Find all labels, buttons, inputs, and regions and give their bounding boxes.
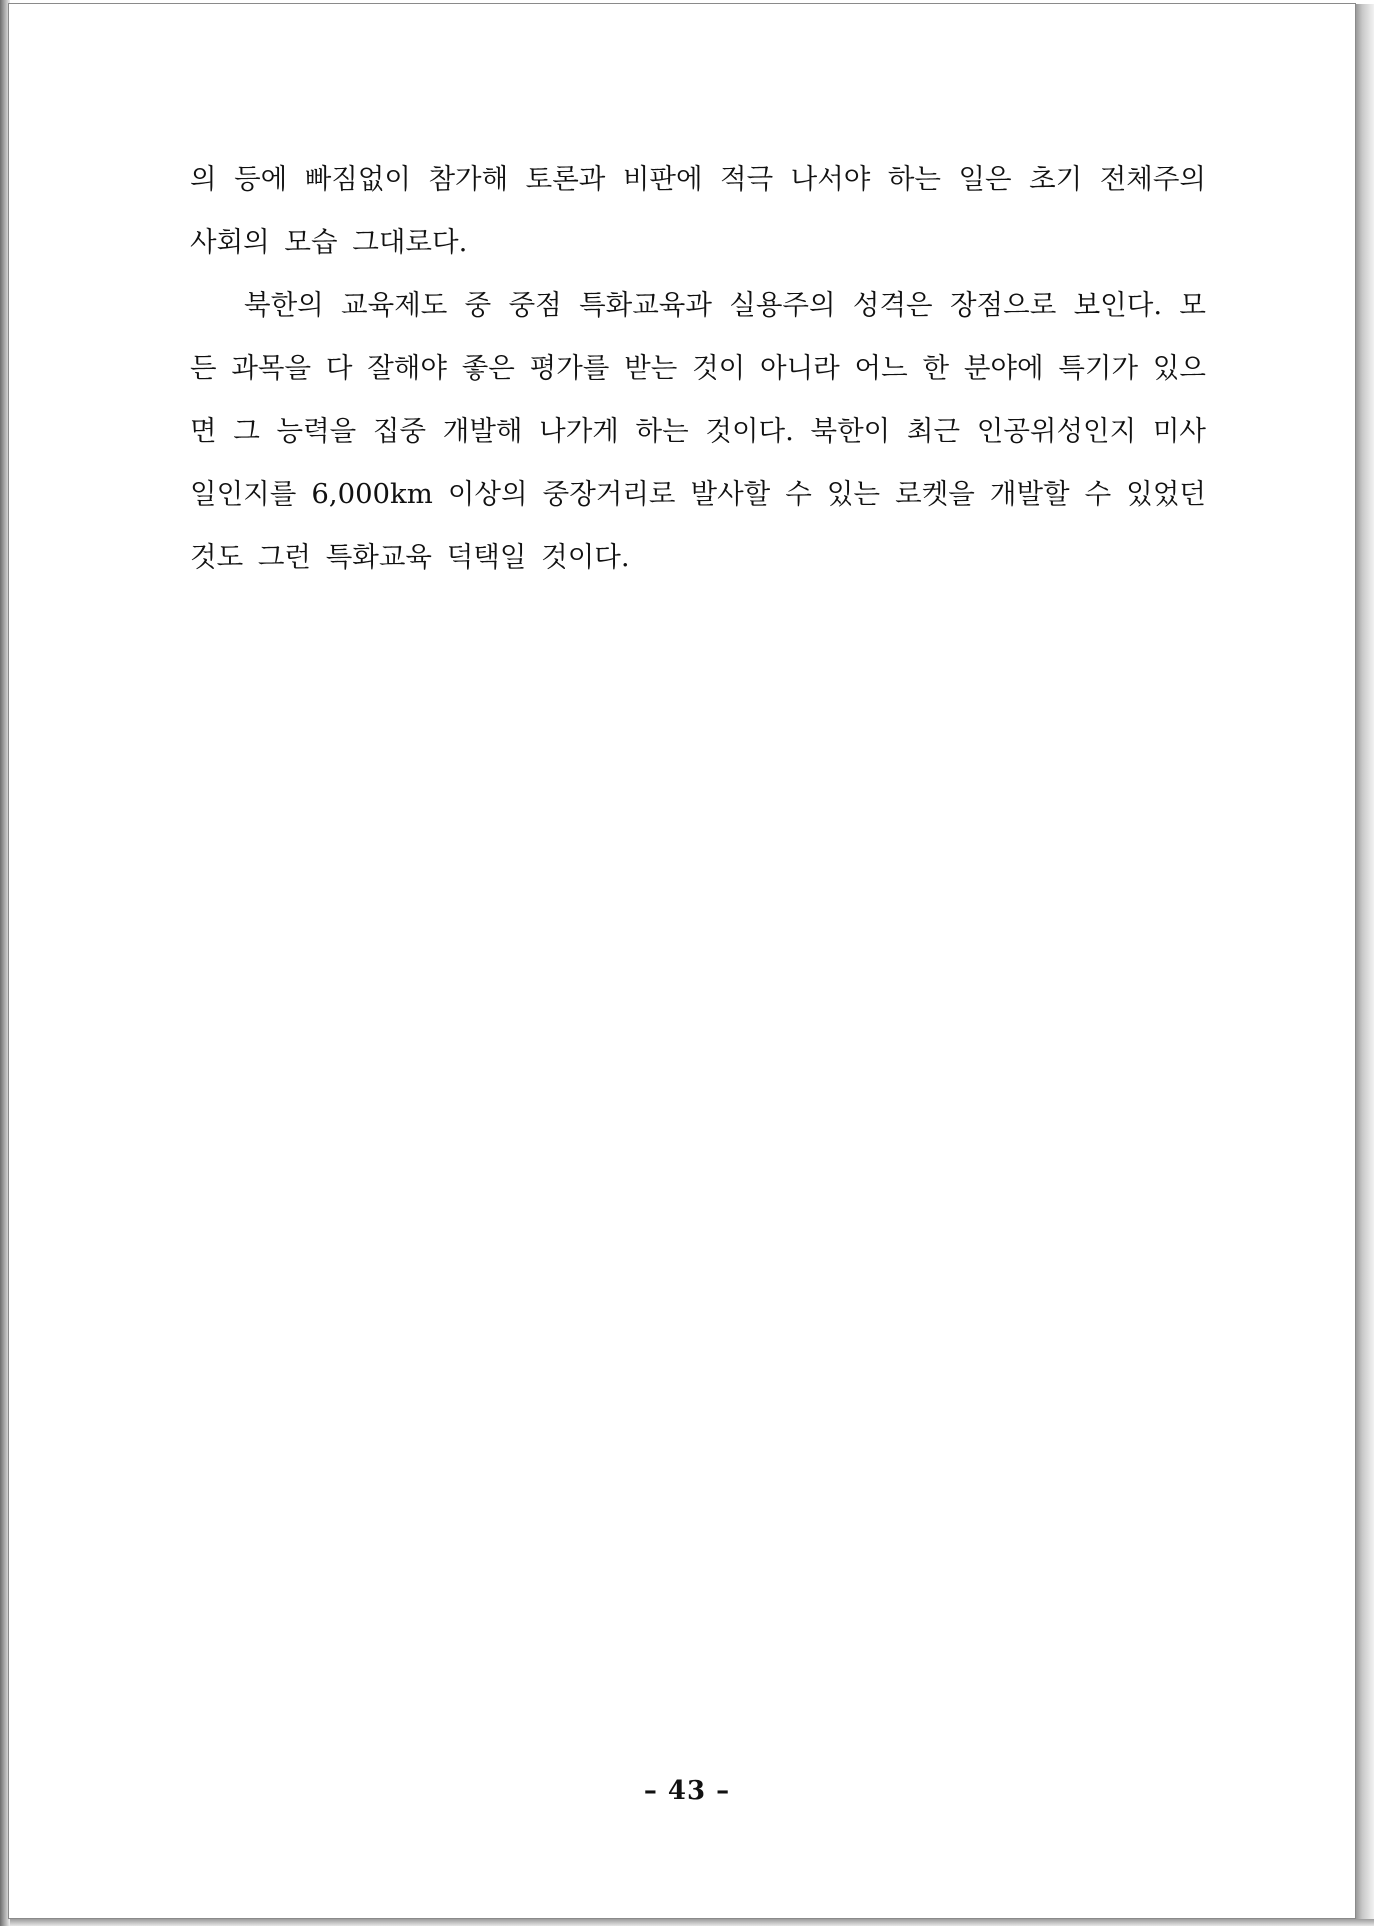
page-bottom-edge [10,1919,1374,1926]
paragraph-continued: 의 등에 빠짐없이 참가해 토론과 비판에 적극 나서야 하는 일은 초기 전체주의 사회의 모습 그대로다. [190,163,1206,258]
page-number: – 43 – [643,1776,731,1806]
body-text [190,148,1206,589]
paragraph-education: 북한의 교육제도 중 중점 특화교육과 실용주의 성격은 장점으로 보인다. 모든 과목을 다 잘해야 좋은 평가를 받는 것이 아니라 어느 한 분야에 특기가 있으면 그 능력을 집중 개발해 나가게 하는 것이다. 북한이 최근 인공위성인지 미사일인지를 6,000km 이상의 중장거리로 발사할 수 있는 로켓을 개발할 수 있었던 것도 그런 특화교육 덕택일 것이다. [190,289,1206,573]
page-right-edge [1356,4,1374,1926]
